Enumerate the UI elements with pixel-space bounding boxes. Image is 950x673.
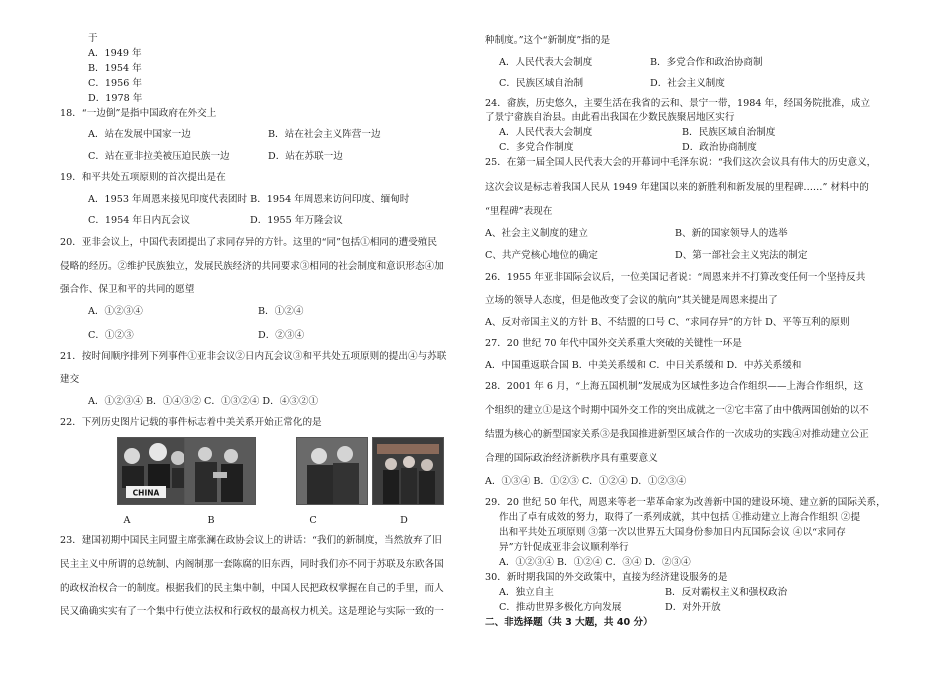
q30-option-d: D．对外开放 [665,602,721,613]
q18-option-b: B．站在社会主义阵营一边 [268,129,381,140]
q19-option-c: C．1954 年日内瓦会议 [88,215,190,226]
q24-option-b: B．民族区域自治制度 [682,127,776,138]
q23-tail: 种制度。”这个“新制度”指的是 [485,35,611,46]
photo-label-b: B [207,515,215,526]
q20-line3: 强合作、保卫和平的共同的愿望 [60,284,195,295]
q23-option-a: A．人民代表大会制度 [499,57,593,68]
q23-line3: 的政权治权合一的制度。根据我们的民主集中制，中国人民把政权掌握在自己的手里，而人 [60,583,444,594]
q17-option-c: C．1956 年 [88,78,142,89]
china-sign-text: CHINA [132,488,160,498]
q21-options: A．①②③④ B．①④③② C．①③②④ D．④③②① [88,396,319,407]
photo-b [184,437,256,505]
q20-line2: 侵略的经历。②维护民族独立，发展民族经济的共同要求③相同的社会制度和意识形态④加 [60,261,444,272]
q24-option-c: C．多党合作制度 [499,142,574,153]
q23-option-d: D．社会主义制度 [650,78,725,89]
q28-options: A．①③④ B．①②③ C．①②④ D．①②③④ [485,476,687,487]
section-2-heading: 二、非选择题（共 3 大题，共 40 分） [485,617,653,628]
q30-option-c: C．推动世界多极化方向发展 [499,602,622,613]
photo-label-a: A [123,515,131,526]
q20-option-a: A．①②③④ [88,306,143,317]
q24-line2: 了景宁畲族自治县。由此看出我国在少数民族聚居地区实行 [485,112,735,123]
q26-line1: 26．1955 年亚非国际会议后，一位美国记者说：“周恩来并不打算改变任何一个坚持反共 [485,272,866,283]
q23-line2: 民主主义中所谓的总统制、内阁制那一套陈腐的旧东西，同时我们亦不同于苏联及东欧各国 [60,559,444,570]
q17-option-a: A．1949 年 [88,48,142,59]
q20-option-d: D．②③④ [258,330,305,341]
q20-option-c: C．①②③ [88,330,134,341]
q23-option-b: B．多党合作和政治协商制 [650,57,763,68]
q30-option-a: A．独立自主 [499,587,554,598]
q23-option-c: C．民族区域自治制 [499,78,584,89]
q25-line1: 25．在第一届全国人民代表大会的开幕词中毛泽东说：“我们这次会议具有伟大的历史意义， [485,157,877,168]
q28-line2: 个组织的建立①是这个时期中国外交工作的突出成就之一②它丰富了由中俄两国创始的以不 [485,405,869,416]
q27-stem: 27．20 世纪 70 年代中国外交关系重大突破的关键性一环是 [485,338,742,349]
q19-option-ab: A．1953 年周恩来接见印度代表团时 B．1954 年周恩来访问印度、缅甸时 [88,194,410,205]
q20-option-b: B．①②④ [258,306,304,317]
photo-a [117,437,191,505]
q24-option-d: D．政治协商制度 [682,142,757,153]
photo-label-c: C [309,515,317,526]
q28-line3: 结盟为核心的新型国家关系③是我国推进新型区域合作的一次成功的实践④对推动建立公正 [485,429,869,440]
photo-c [296,437,368,505]
photo-label-d: D [400,515,408,526]
q25-option-c: C、共产党核心地位的确定 [485,250,598,261]
q24-option-a: A．人民代表大会制度 [499,127,593,138]
q19-option-d: D．1955 年万隆会议 [250,215,343,226]
q29-line3: 出和平共处五项原则 ③第一次以世界五大国身份参加日内瓦国际会议 ④以“求同存 [499,527,846,538]
q20-line1: 20．亚非会议上，中国代表团提出了求同存异的方针。这里的“同”包括①相同的遭受殖民 [60,237,437,248]
q21-line1: 21．按时间顺序排列下列事件①亚非会议②日内瓦会议③和平共处五项原则的提出④与苏联 [60,351,447,362]
q28-line1: 28．2001 年 6 月，“上海五国机制”发展成为区域性多边合作组织——上海合作组织，这 [485,381,864,392]
q23-line1: 23．建国初期中国民主同盟主席张澜在政协会议上的讲话：“我们的新制度，当然放弃了旧 [60,535,442,546]
q18-option-c: C．站在亚非拉美被压迫民族一边 [88,151,230,162]
q25-option-b: B、新的国家领导人的选举 [675,228,788,239]
q29-line2: 作出了卓有成效的努力，取得了一系列成就，其中包括 ①推动建立上海合作组织 ②提 [499,512,861,523]
q29-options: A．①②③④ B．①②④ C．③④ D．②③④ [499,557,691,568]
q30-option-b: B．反对霸权主义和强权政治 [665,587,788,598]
q26-options: A、反对帝国主义的方针 B、不结盟的口号 C、“求同存异”的方针 D、平等互利的原则 [485,317,850,328]
q18-option-a: A．站在发展中国家一边 [88,129,191,140]
q21-line2: 建交 [60,374,80,385]
q26-line2: 立场的领导人态度，但是他改变了会议的航向”其关键是周恩来提出了 [485,295,778,306]
q25-option-d: D、第一部社会主义宪法的制定 [675,250,808,261]
q25-line3: “里程碑”表现在 [485,206,553,217]
q18-stem: 18．“一边倒”是指中国政府在外交上 [60,108,217,119]
q30-stem: 30．新时期我国的外交政策中，直接为经济建设服务的是 [485,572,728,583]
q25-option-a: A、社会主义制度的建立 [485,228,588,239]
q17-option-d: D．1978 年 [88,93,143,104]
q24-line1: 24．畲族，历史悠久，主要生活在我省的云和、景宁一带，1984 年，经国务院批准，成立 [485,98,871,109]
q17-option-b: B．1954 年 [88,63,142,74]
q25-line2: 这次会议是标志着我国人民从 1949 年建国以来的新胜利和新发展的里程碑……” 材料中的 [485,182,869,193]
q28-line4: 合理的国际政治经济新秩序具有重要意义 [485,453,658,464]
q19-stem: 19．和平共处五项原则的首次提出是在 [60,172,226,183]
q18-option-d: D．站在苏联一边 [268,151,343,162]
q23-line4: 民又确确实实有了一个集中行使立法权和行政权的最高权力机关。这是理论与实际一致的一 [60,606,444,617]
photo-d [372,437,444,505]
q29-line1: 29．20 世纪 50 年代，周恩来等老一辈革命家为改善新中国的建设环境、建立新的国际关系， [485,497,886,508]
q29-line4: 异”方针促成亚非会议顺利举行 [499,542,629,553]
q22-stem: 22．下列历史图片记载的事件标志着中美关系开始正常化的是 [60,417,322,428]
q27-options: A．中国重返联合国 B．中美关系缓和 C．中日关系缓和 D．中苏关系缓和 [485,360,802,371]
q17-tail: 于 [88,33,98,44]
